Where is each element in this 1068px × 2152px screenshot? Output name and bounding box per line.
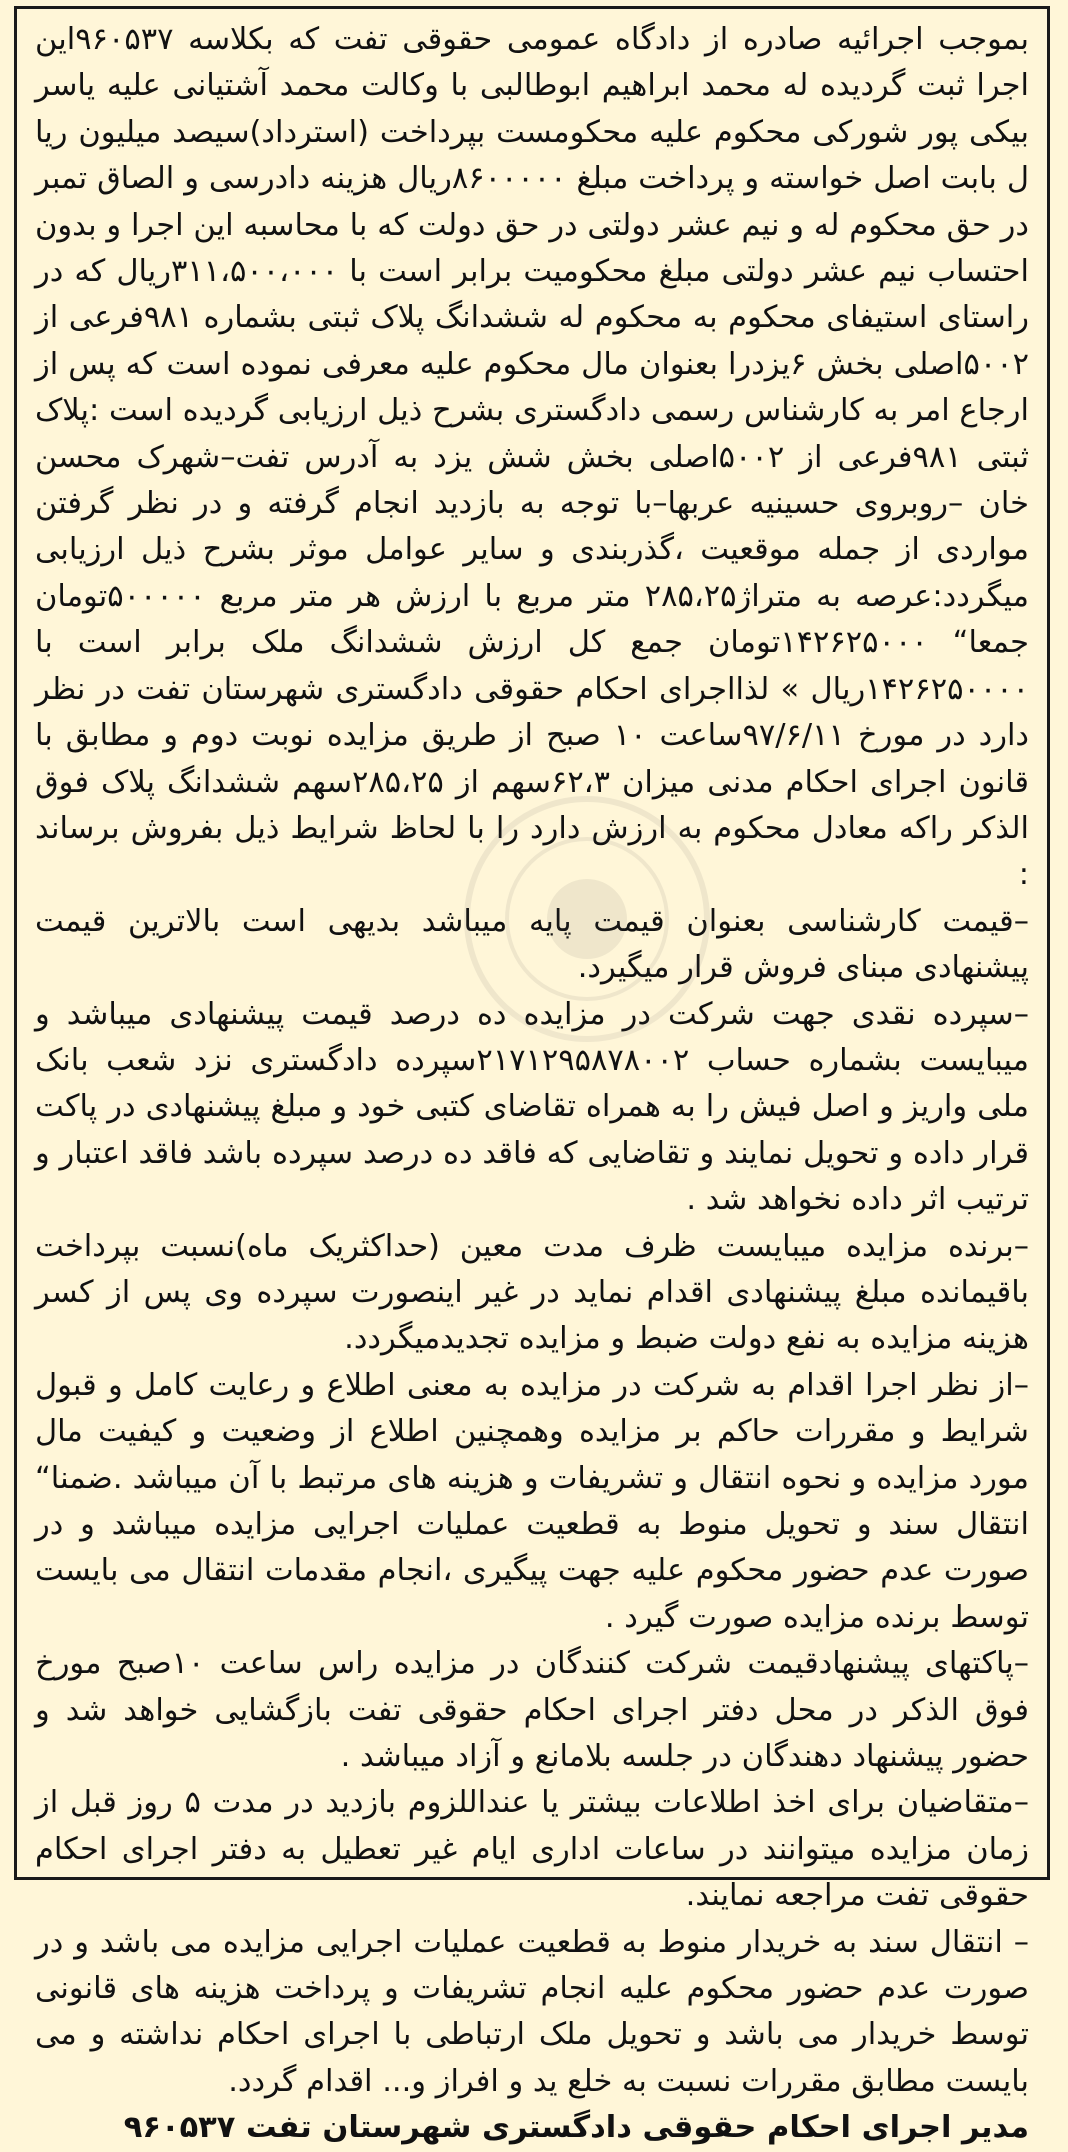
condition-item-7: – انتقال سند به خریدار منوط به قطعیت عملیات اجرایی مزایده می باشد و در صورت عدم حضور محکوم علیه انجام تشریفات و پرداخت هزینه های قانونی توسط خریدار می باشد و تحویل ملک ارتباطی با اجرای احکام نداشته و می بایست مطابق مقررات نسبت به خلع ید و افراز و... اقدام گردد.	[35, 1924, 1029, 2099]
condition-item-4: –از نظر اجرا اقدام به شرکت در مزایده به معنی اطلاع و رعایت کامل و قبول شرایط و مقررات حاکم بر مزایده وهمچنین اطلاع از وضعیت و کیفیت مال مورد مزایده و نحوه انتقال و تشریفات و هزینه های مرتبط با آن میباشد .ضمنا“ انتقال سند و تحویل منوط به قطعیت عملیات اجرایی مزایده میباشد و در صورت عدم حضور محکوم علیه جهت پیگیری ،انجام مقدمات انتقال می بایست توسط برنده مزایده صورت گیرد .	[35, 1367, 1029, 1635]
condition-item-1: –قیمت کارشناسی بعنوان قیمت پایه میباشد بدیهی است بالاترین قیمت پیشنهادی مبنای فروش قرار میگیرد.	[35, 903, 1029, 986]
condition-item-3: –برنده مزایده میبایست ظرف مدت معین (حداکثریک ماه)نسبت بپرداخت باقیمانده مبلغ پیشنهادی اقدام نماید در غیر اینصورت سپرده وی پس از کسر هزینه مزایده به نفع دولت ضبط و مزایده تجدیدمیگردد.	[35, 1228, 1029, 1357]
condition-item-5: –پاکتهای پیشنهادقیمت شرکت کنندگان در مزایده راس ساعت ۱۰صبح مورخ فوق الذکر در محل دفتر اجرای احکام حقوقی تفت بازگشایی خواهد شد و حضور پیشنهاد دهندگان در جلسه بلامانع و آزاد میباشد .	[35, 1646, 1029, 1775]
condition-item-6: –متقاضیان برای اخذ اطلاعات بیشتر یا عنداللزوم بازدید در مدت ۵ روز قبل از زمان مزایده میتوانند در ساعات اداری ایام غیر تعطیل به دفتر اجرای احکام حقوقی تفت مراجعه نمایند.	[35, 1785, 1029, 1914]
intro-paragraph: بموجب اجرائیه صادره از دادگاه عمومی حقوقی تفت که بکلاسه ۹۶۰۵۳۷این اجرا ثبت گردیده له محمد ابراهیم ابوطالبی با وکالت محمد آشتیانی علیه یاسر بیکی پور شورکی محکوم علیه محکومست بپرداخت (استرداد)سیصد میلیون ریا ل بابت اصل خواسته و پرداخت مبلغ ۸۶۰۰۰۰۰ریال هزینه دادرسی و الصاق تمبر در حق محکوم له و نیم عشر دولتی در حق دولت که با محاسبه این اجرا و بدون احتساب نیم عشر دولتی مبلغ محکومیت برابر است با ۳۱۱،۵۰۰،۰۰۰ریال که در راستای استیفای محکوم به محکوم له ششدانگ پلاک ثبتی بشماره ۹۸۱فرعی از ۵۰۰۲اصلی بخش ۶یزدرا بعنوان مال محکوم علیه معرفی نموده است که پس از ارجاع امر به کارشناس رسمی دادگستری بشرح ذیل ارزیابی گردیده است :پلاک ثبتی ۹۸۱فرعی از ۵۰۰۲اصلی بخش شش یزد به آدرس تفت–شهرک محسن خان –روبروی حسینیه عربها–با توجه به بازدید انجام گرفته و در نظر گرفتن مواردی از جمله موقعیت ،گذربندی و سایر عوامل موثر بشرح ذیل ارزیابی میگردد:عرصه به متراژ۲۸۵،۲۵ متر مربع با ارزش هر متر مربع ۵۰۰۰۰۰تومان جمعا“ ۱۴۲۶۲۵۰۰۰تومان جمع کل ارزش ششدانگ ملک برابر است با ۱۴۲۶۲۵۰۰۰۰ریال » لذااجرای احکام حقوقی دادگستری شهرستان تفت در نظر دارد در مورخ ۹۷/۶/۱۱ساعت ۱۰ صبح از طریق مزایده نوبت دوم و مطابق با قانون اجرای احکام مدنی میزان ۶۲،۳سهم از ۲۸۵،۲۵سهم ششدانگ پلاک فوق الذکر راکه معادل محکوم به ارزش دارد را با لحاظ شرایط ذیل بفروش برساند :	[35, 22, 1030, 893]
condition-item-2: –سپرده نقدی جهت شرکت در مزایده ده درصد قیمت پیشنهادی میباشد و میبایست بشماره حساب ۲۱۷۱۲۹۵۸۷۸۰۰۲سپرده دادگستری نزد شعب بانک ملی واریز و اصل فیش را به همراه تقاضای کتبی خود و مبلغ پیشنهادی در پاکت قرار داده و تحویل نمایند و تقاضایی که فاقد ده درصد سپرده باشد فاقد اعتبار و ترتیب اثر داده نخواهد شد .	[35, 996, 1030, 1218]
auction-notice	[14, 6, 1050, 2146]
signature-line: مدیر اجرای احکام حقوقی دادگستری شهرستان تفت ۹۶۰۵۳۷	[123, 2110, 1029, 2146]
